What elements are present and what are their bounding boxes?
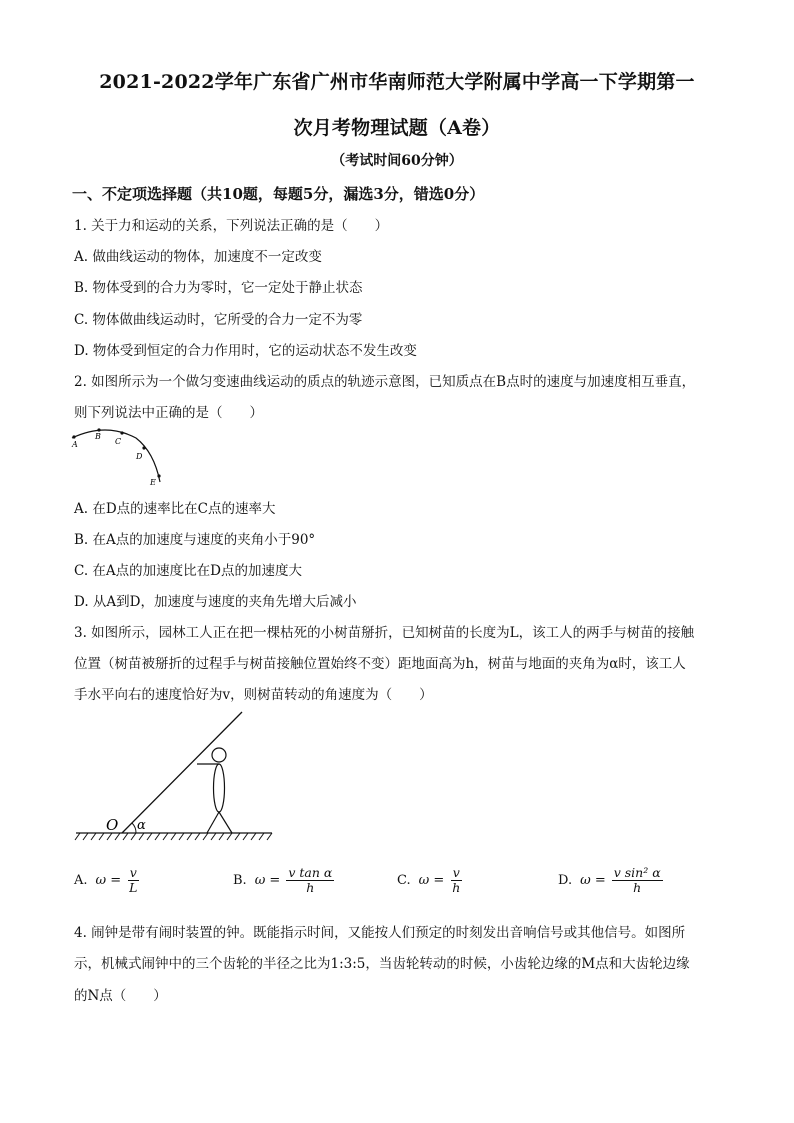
q3-option-a-numerator: v [129, 865, 137, 880]
ground-hatching [75, 833, 272, 840]
q3-option-b-numerator: v tan α [288, 865, 333, 880]
q2-stem-line2: 则下列说法中正确的是（ ） [74, 405, 263, 421]
point-c [120, 431, 123, 434]
q3-option-d-fraction [612, 866, 663, 895]
q2-stem-line1: 2. 如图所示为一个做匀变速曲线运动的质点的轨迹示意图，已知质点在B点时的速度与加速度相互垂直， [74, 374, 696, 390]
q3-option-b-fraction [286, 866, 334, 895]
q2-option-c: C. 在A点的加速度比在D点的加速度大 [74, 563, 303, 579]
angle-label: α [137, 818, 146, 833]
section-heading: 一、不定项选择题（共10题，每题5分，漏选3分，错选0分） [72, 185, 485, 203]
q3-option-a-lhs: ω = [95, 873, 122, 888]
q1-option-d: D. 物体受到恒定的合力作用时，它的运动状态不发生改变 [74, 343, 417, 359]
q4-stem-line2: 示，机械式闹钟中的三个齿轮的半径之比为1:3:5，当齿轮转动的时候，小齿轮边缘的M点和大齿轮边缘 [74, 956, 690, 972]
q2-trajectory-figure [66, 424, 176, 488]
q3-option-a [74, 866, 139, 895]
exam-title-line2: 次月考物理试题（A卷） [293, 117, 501, 139]
exam-title-line1: 2021-2022学年广东省广州市华南师范大学附属中学高一下学期第一 [99, 71, 695, 93]
q3-option-c [397, 866, 462, 895]
worker-figure [197, 748, 232, 833]
q3-stem-line1: 3. 如图所示，园林工人正在把一棵枯死的小树苗掰折，已知树苗的长度为L，该工人的两手与树苗的接触 [74, 625, 695, 641]
q4-stem-line1: 4. 闹钟是带有闹时装置的钟。既能指示时间，又能按人们预定的时刻发出音响信号或其他信号。如图所 [74, 925, 686, 941]
label-c: C [115, 437, 122, 446]
q3-option-c-lhs: ω = [418, 873, 445, 888]
q1-option-c: C. 物体做曲线运动时，它所受的合力一定不为零 [74, 312, 363, 328]
label-b: B [95, 432, 101, 441]
q3-option-b [233, 866, 334, 895]
q3-option-a-letter: A. [74, 873, 88, 888]
q1-option-b: B. 物体受到的合力为零时，它一定处于静止状态 [74, 280, 363, 296]
q2-option-b: B. 在A点的加速度与速度的夹角小于90° [74, 532, 316, 548]
q3-option-c-letter: C. [397, 873, 411, 888]
q3-option-c-numerator: v [452, 865, 460, 880]
q3-option-a-denominator: L [129, 880, 138, 895]
q3-option-d-numerator: v sin² α [613, 865, 661, 880]
angle-arc [132, 823, 136, 833]
label-e: E [150, 478, 156, 487]
point-e [157, 474, 160, 477]
q3-stem-line3: 手水平向右的速度恰好为v，则树苗转动的角速度为（ ） [74, 687, 433, 703]
q3-option-c-denominator: h [452, 880, 461, 895]
q3-option-b-letter: B. [233, 873, 247, 888]
q4-stem-line3: 的N点（ ） [74, 988, 167, 1004]
q3-option-d-letter: D. [558, 873, 573, 888]
origin-label: O [106, 816, 119, 834]
q3-option-a-fraction [127, 866, 139, 895]
point-a [72, 435, 75, 438]
q2-option-d: D. 从A到D，加速度与速度的夹角先增大后减小 [74, 594, 357, 610]
q3-option-c-fraction [450, 866, 462, 895]
q1-stem: 1. 关于力和运动的关系，下列说法正确的是（ ） [74, 218, 389, 234]
q3-stem-line2: 位置（树苗被掰折的过程手与树苗接触位置始终不变）距地面高为h，树苗与地面的夹角为α时，该工人 [74, 656, 686, 672]
q3-option-b-lhs: ω = [254, 873, 281, 888]
point-d [142, 446, 145, 449]
q3-option-d-lhs: ω = [580, 873, 606, 888]
q2-option-a: A. 在D点的速率比在C点的速率大 [74, 501, 276, 517]
q1-option-a: A. 做曲线运动的物体，加速度不一定改变 [74, 249, 322, 265]
q3-option-d-denominator: h [633, 880, 642, 895]
q3-option-d [558, 866, 663, 895]
exam-time: （考试时间60分钟） [331, 153, 463, 169]
q3-option-b-denominator: h [306, 880, 315, 895]
sapling-line [122, 712, 242, 833]
label-a: A [72, 440, 78, 449]
q3-sapling-figure [74, 708, 274, 848]
label-d: D [136, 452, 143, 461]
